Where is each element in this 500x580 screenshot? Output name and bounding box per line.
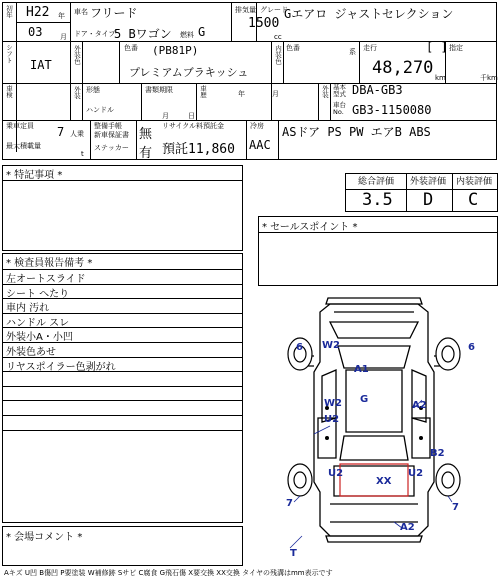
shift-label: シフト: [5, 44, 13, 64]
warranty-label: 整備手帳: [94, 122, 122, 130]
history-month-unit: 月: [272, 90, 279, 98]
exterior-score-label: 外装評価: [410, 177, 447, 187]
recycle-label: リサイクル料預託金: [162, 122, 225, 130]
label-w2-top: W2: [322, 340, 340, 351]
interior-score: C: [468, 190, 479, 210]
chassis-no: GB3-1150080: [352, 103, 432, 117]
model-label: 車名: [74, 8, 88, 16]
rear-bumper: [326, 536, 422, 542]
sticker-label: ステッカー: [94, 144, 129, 152]
doors-type: 5 Bワゴン: [114, 27, 172, 41]
label-xx: XX: [376, 476, 392, 487]
label-tire-fr: 6: [468, 342, 475, 353]
inspector-note-item: 外装色あせ: [6, 347, 56, 358]
label-w2-mid: W2: [324, 398, 342, 409]
base-type: DBA-GB3: [352, 83, 403, 97]
spec-unit: 千km: [480, 74, 498, 82]
inspector-note-item: リヤスポイラー色剥がれ: [6, 361, 116, 373]
load-label: 最大積載量: [6, 142, 41, 150]
displacement-label: 排気量: [235, 6, 256, 14]
inspector-note-divider: [2, 430, 243, 431]
mileage: 48,270: [372, 58, 434, 78]
mileage-label: 走行: [363, 44, 377, 52]
hood-panel: [330, 322, 418, 338]
int-color-code-label: 色番: [286, 44, 300, 52]
chassis-label: 車台No.: [333, 101, 346, 116]
recycle-value: 預託11,860: [162, 142, 235, 157]
int-color-unit: 系: [349, 48, 356, 56]
auction-sheet: [2, 2, 497, 576]
first-reg-label: 初年: [5, 5, 13, 18]
sales-points-title: * セールスポイント *: [262, 222, 358, 233]
handle-label: ハンドル: [86, 106, 114, 114]
model-name: フリード: [90, 6, 138, 20]
reg-month-unit: 月: [60, 33, 67, 41]
spec-label: 指定: [449, 44, 463, 52]
venue-comment-title: * 会場コメント *: [6, 532, 83, 543]
capacity-unit: 人乗: [70, 130, 84, 138]
label-tire-rl: 7: [286, 498, 293, 509]
inspector-note-item: シート へたり: [6, 288, 70, 300]
label-u2-rl: U2: [328, 468, 344, 479]
capacity: 7: [57, 125, 65, 139]
fuel-label: 燃料: [180, 31, 194, 39]
ac-label: 冷房: [250, 122, 264, 130]
warranty-value: 無: [139, 127, 153, 142]
docs-label: 書類期限: [145, 86, 173, 94]
inspector-note-divider: [2, 415, 243, 416]
damage-box-rear: [340, 464, 408, 496]
era-year-unit: 年: [58, 12, 65, 20]
total-score: 3.5: [362, 190, 393, 210]
load-unit: t: [81, 150, 84, 158]
inspector-note-item: 外装小A・小凹: [6, 332, 73, 344]
windshield: [338, 346, 410, 368]
legend: Aキズ U凹 B傷凹 P要塗装 W補修跡 Sサビ C腐食 G飛石傷 X要交換 XX交換 タイヤの残溝はmm表示です: [4, 569, 333, 577]
inspector-note-item: ハンドル スレ: [6, 317, 70, 329]
int-color-label: 内装色: [274, 45, 282, 65]
rear-window: [340, 436, 408, 460]
label-b2: B2: [430, 448, 445, 459]
shift: IAT: [30, 58, 52, 72]
remarks-title: * 特記事項 *: [6, 170, 63, 181]
fuel: G: [198, 25, 206, 39]
era-year: H22: [26, 5, 50, 20]
color-code-label: 色番: [124, 44, 138, 52]
displacement-unit: cc: [274, 33, 282, 41]
docs-month-unit: 月: [162, 112, 169, 120]
inspector-note-divider: [2, 400, 243, 401]
roof-panel: [346, 370, 402, 432]
reg-month: 03: [28, 25, 43, 39]
ext-label: 外装: [73, 86, 81, 99]
inspector-note-divider: [2, 386, 243, 387]
ac-value: AAC: [249, 138, 271, 152]
interior-score-label: 内装評価: [456, 177, 493, 187]
sticker-value: 有: [139, 146, 153, 161]
warranty-sub-label: 新車保証書: [94, 131, 129, 139]
inspection-label: 車検: [5, 85, 13, 98]
label-tire-fl: 6: [296, 342, 303, 353]
car-damage-diagram: [272, 290, 482, 560]
doors-type-label: ドア・タイプ: [74, 30, 116, 38]
shape-label: 形態: [86, 86, 100, 94]
inspector-note-item: 車内 汚れ: [6, 303, 50, 315]
total-score-label: 総合評価: [358, 177, 395, 187]
row3-ext-label: 外装: [321, 85, 329, 98]
inspector-note-item: 左オートスライド: [6, 274, 86, 285]
inspector-note-divider: [2, 371, 243, 372]
mileage-unit: km: [435, 74, 446, 82]
docs-day-unit: 日: [188, 112, 195, 120]
label-a2-right: A2: [412, 400, 427, 411]
label-g: G: [360, 394, 369, 405]
grade: Gエアロ ジャストセレクション: [284, 7, 454, 21]
rear-gate-panel: [334, 466, 414, 496]
label-t: T: [290, 548, 297, 559]
mileage-bracket: [ ]: [426, 40, 448, 54]
label-tire-rr: 7: [452, 502, 459, 513]
inspector-notes-title: * 検査員報告備考 *: [6, 258, 93, 269]
label-u2-rr: U2: [408, 468, 424, 479]
equipment: ASドア PS PW エアB ABS: [282, 125, 431, 139]
color-name: プレミアムブラキッシュ: [129, 66, 249, 79]
capacity-label: 乗車定員: [6, 122, 34, 130]
history-year-unit: 年: [238, 90, 245, 98]
vehicle-history-label: 車歴: [199, 85, 207, 98]
exterior-score: D: [423, 190, 434, 210]
label-a1: A1: [354, 364, 369, 375]
label-a2-bottom: A2: [400, 522, 415, 533]
color-code: (PB81P): [152, 44, 199, 57]
ext-color-label: 外装色: [73, 45, 81, 65]
label-u2-mid: U2: [324, 414, 340, 425]
grade-label: グレード: [260, 6, 288, 14]
displacement: 1500: [248, 16, 280, 31]
base-type-label: 基本型式: [333, 83, 346, 98]
